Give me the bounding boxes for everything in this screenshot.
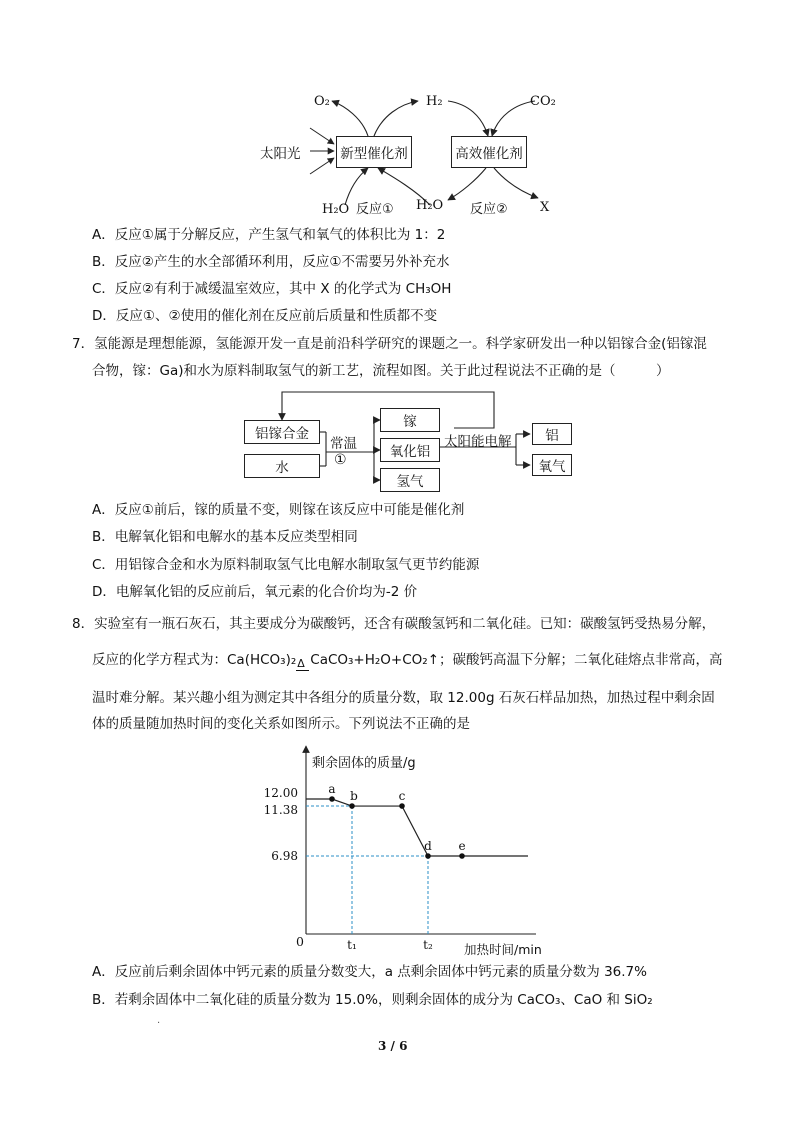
sunlight-label: 太阳光 xyxy=(260,146,301,162)
step1-label: ① xyxy=(334,452,347,468)
page-number: 3 / 6 xyxy=(378,1039,408,1053)
point-label-d: d xyxy=(424,839,432,853)
footer-mark: · xyxy=(157,1018,161,1029)
sunlight-arrow xyxy=(310,128,334,144)
h2o-out-arrow xyxy=(448,168,486,200)
q8-option-b: B．若剩余固体中二氧化硅的质量分数为 15.0%，则剩余固体的成分为 CaCO₃、CaO 和 SiO₂ xyxy=(92,992,653,1008)
q7-stem-line2: 合物，镓：Ga)和水为原料制取氢气的新工艺，流程如图。关于此过程说法不正确的是（ ） xyxy=(92,363,670,379)
point-label-e: e xyxy=(458,839,466,853)
h2o-label: H₂O xyxy=(322,202,350,217)
new-catalyst-box: 新型催化剂 xyxy=(336,136,412,168)
q8-stem-line4: 体的质量随加热时间的变化关系如图所示。下列说法不正确的是 xyxy=(92,716,470,732)
data-point-b xyxy=(349,803,355,809)
x-tick-label: t₁ xyxy=(347,938,357,952)
q8-stem-line3: 温时难分解。某兴趣小组为测定其中各组分的质量分数，取 12.00g 石灰石样品加热，加热过程中剩余固 xyxy=(92,690,715,706)
water-box: 水 xyxy=(244,454,320,478)
data-point-a xyxy=(329,796,335,802)
data-point-e xyxy=(459,853,465,859)
reaction2-label: 反应② xyxy=(470,202,508,217)
process-flow-diagram xyxy=(244,390,574,492)
h2-label: H₂ xyxy=(426,94,443,109)
equation-right: CaCO₃+H₂O+CO₂↑；碳酸钙高温下分解；二氧化硅熔点非常高，高 xyxy=(310,652,723,668)
q6-option-d: D．反应①、②使用的催化剂在反应前后质量和性质都不变 xyxy=(92,308,438,324)
mass-time-chart xyxy=(250,742,550,960)
mass-time-chart-svg xyxy=(250,742,550,960)
point-label-c: c xyxy=(398,789,406,804)
co2-label: CO₂ xyxy=(530,94,556,109)
catalyst-cycle-diagram xyxy=(250,88,570,223)
alumina-box: 氧化铝 xyxy=(380,438,440,462)
q6-option-a: A．反应①属于分解反应，产生氢气和氧气的体积比为 1：2 xyxy=(92,227,446,243)
y-axis-label: 剩余固体的质量/g xyxy=(312,756,416,771)
solar-electrolysis-label: 太阳能电解 xyxy=(444,434,512,450)
mass-series-line xyxy=(306,799,528,856)
x-axis-label: 加热时间/min xyxy=(464,942,542,957)
o2-arrow xyxy=(332,101,368,136)
x-out-arrow xyxy=(494,168,538,198)
gallium-box: 镓 xyxy=(380,408,440,432)
oxygen-box: 氧气 xyxy=(532,454,572,476)
aluminum-box: 铝 xyxy=(532,423,572,445)
y-tick-label: 6.98 xyxy=(271,849,298,863)
point-label-a: a xyxy=(328,782,336,796)
room-temp-label: 常温 xyxy=(330,436,357,452)
q8-stem-line1: 8．实验室有一瓶石灰石，其主要成分为碳酸钙，还含有碳酸氢钙和二氧化硅。已知：碳酸氢钙受热易分解， xyxy=(72,616,716,632)
y-tick-label: 11.38 xyxy=(263,803,298,818)
data-point-d xyxy=(425,853,431,859)
q7-option-b: B．电解氧化铝和电解水的基本反应类型相同 xyxy=(92,529,358,545)
alloy-box: 铝镓合金 xyxy=(244,420,320,444)
q6-option-c: C．反应②有利于减缓温室效应，其中 X 的化学式为 CH₃OH xyxy=(92,281,452,297)
reaction1-label: 反应① xyxy=(356,202,394,217)
co2-in-arrow xyxy=(492,101,535,136)
q7-option-a: A．反应①前后，镓的质量不变，则镓在该反应中可能是催化剂 xyxy=(92,502,465,518)
origin-label: 0 xyxy=(296,934,304,949)
q7-stem-line1: 7．氢能源是理想能源，氢能源开发一直是前沿科学研究的课题之一。科学家研发出一种以铝镓合金(铝镓混 xyxy=(72,336,707,352)
q7-option-c: C．用铝镓合金和水为原料制取氢气比电解水制取氢气更节约能源 xyxy=(92,557,480,573)
hydrogen-box: 氢气 xyxy=(380,468,440,492)
q8-stem-line2: 反应的化学方程式为：Ca(HCO₃)₂ Δ CaCO₃+H₂O+CO₂↑；碳酸钙高温下分解；二氧化硅熔点非常高，高 xyxy=(92,652,723,670)
h2-arrow xyxy=(374,101,418,136)
h2o-label: H₂O xyxy=(416,198,444,213)
efficient-catalyst-box: 高效催化剂 xyxy=(451,136,527,168)
x-label: X xyxy=(540,200,550,215)
y-tick-label: 12.00 xyxy=(263,786,298,800)
q6-option-b: B．反应②产生的水全部循环利用，反应①不需要另外补充水 xyxy=(92,254,450,270)
data-point-c xyxy=(399,803,405,809)
point-label-b: b xyxy=(350,789,358,804)
equation-left: 反应的化学方程式为：Ca(HCO₃)₂ xyxy=(92,652,297,668)
sunlight-arrow xyxy=(310,158,334,174)
q8-option-a: A．反应前后剩余固体中钙元素的质量分数变大，a 点剩余固体中钙元素的质量分数为 36.7% xyxy=(92,964,647,980)
h2-in-arrow xyxy=(448,101,488,136)
x-tick-label: t₂ xyxy=(423,938,433,952)
o2-label: O₂ xyxy=(314,94,330,109)
q7-option-d: D．电解氧化铝的反应前后，氧元素的化合价均为-2 价 xyxy=(92,584,418,600)
